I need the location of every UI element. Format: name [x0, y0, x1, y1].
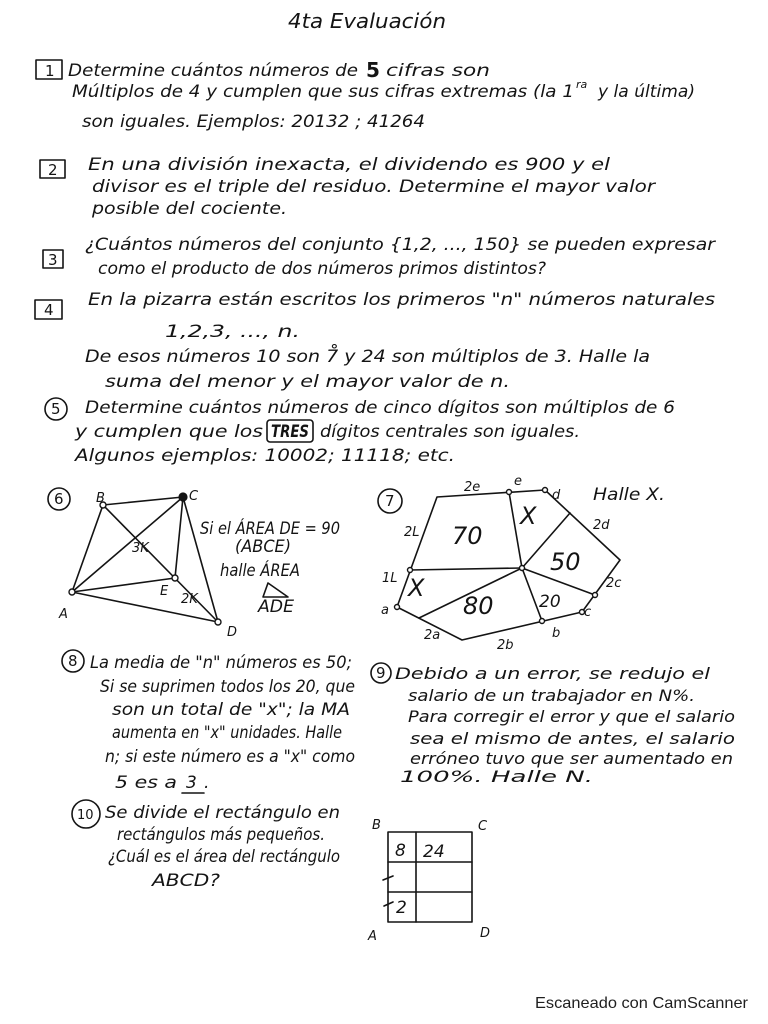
problem-6 [48, 488, 364, 640]
problem-text-line: n; si este número es a "x" como [105, 747, 355, 767]
region-label: 70 [452, 522, 483, 550]
region-label: X [520, 502, 537, 530]
vertex-point-a [69, 589, 75, 595]
problem-text-line: 5 es a [115, 773, 177, 793]
problem-10 [72, 800, 490, 944]
quadrilateral-figure [58, 489, 237, 640]
problem-8 [62, 650, 355, 793]
problem-text-line: ¿Cuántos números del conjunto {1,2, ..., 150} se pueden expresar [85, 235, 717, 255]
problem-text-line: Debido a un error, se redujo el [395, 664, 711, 683]
division-point [507, 490, 512, 495]
division-point [593, 593, 598, 598]
problem-text-line: De esos números 10 son 7̊ y 24 son múltiplos de 3. Halle la [85, 347, 591, 367]
problem-text-line: posible del cociente. [90, 199, 287, 219]
problem-text-line: rectángulos más pequeños. [117, 825, 325, 845]
emphasized-digit: 5 [366, 58, 380, 82]
grid-cell-value: 2 [396, 898, 407, 918]
vertex-point-d [215, 619, 221, 625]
problem-1 [36, 58, 695, 132]
problem-number: 2 [48, 161, 58, 179]
vertex-label-b: B [96, 491, 105, 506]
vertex-label-a: A [368, 929, 377, 944]
problem-text-line: halle ÁREA [220, 561, 313, 581]
side-label: a [381, 603, 389, 618]
problem-text-line: 1,2,3, ..., n. [165, 322, 300, 342]
segment-bc [103, 497, 183, 505]
problem-number: 6 [54, 490, 64, 508]
problem-prompt: Halle X. [593, 485, 665, 505]
vertex-point-c [179, 493, 187, 501]
problem-text-line: Se divide el rectángulo en [105, 803, 340, 823]
problem-text-line: salario de un trabajador en N%. [408, 686, 695, 705]
problem-number: 7 [385, 492, 395, 510]
vertex-point-e [172, 575, 178, 581]
problem-text-line: 100%. Halle N. [400, 767, 593, 786]
problem-number: 9 [376, 664, 386, 682]
superscript: ra [576, 78, 588, 91]
page-title: 4ta Evaluación [288, 9, 446, 33]
grid-cell-value: 8 [395, 841, 406, 861]
problem-text-line: aumenta en "x" unidades. Halle [112, 723, 342, 743]
problem-text-line: Para corregir el error y que el salario [408, 707, 736, 726]
problem-text-line: y la última) [596, 82, 695, 102]
problem-number: 8 [68, 652, 78, 670]
region-label: 80 [463, 592, 494, 620]
problem-number: 10 [77, 808, 94, 823]
problem-text-line: Si se suprimen todos los 20, que [100, 677, 355, 697]
problem-text-line: ADE [256, 597, 295, 617]
problem-text-line: Múltiplos de 4 y cumplen que sus cifras extremas (la 1 [72, 82, 574, 102]
problem-5 [45, 398, 675, 466]
division-point [543, 488, 548, 493]
problem-text-line: divisor es el triple del residuo. Determine el mayor valor [92, 177, 657, 197]
problem-text-line: son un total de "x"; la MA [112, 700, 350, 720]
side-label: 2a [424, 628, 441, 643]
region-label: X [408, 574, 425, 602]
problem-text-line: (ABCE) [235, 537, 291, 557]
problem-3 [43, 235, 716, 279]
vertex-label-b: B [372, 818, 381, 833]
side-label: b [552, 626, 561, 641]
problem-2 [40, 155, 656, 219]
problem-text-line: y cumplen que los [73, 422, 264, 442]
vertex-label-c: C [478, 819, 488, 834]
side-label: 2d [593, 518, 610, 533]
problem-text-line: En una división inexacta, el dividendo es 900 y el [88, 155, 611, 175]
problem-number: 1 [45, 62, 55, 80]
problem-number: 3 [48, 251, 58, 269]
problem-text-line: Algunos ejemplos: 10002; 11118; etc. [73, 446, 456, 466]
problem-text-line: ABCD? [150, 871, 220, 891]
scanner-watermark: Escaneado con CamScanner [535, 995, 749, 1012]
problem-text-line: Determine cuántos números de [68, 61, 358, 81]
side-label: 1L [382, 571, 398, 586]
problem-text-line: sea el mismo de antes, el salario [410, 729, 736, 748]
center-point [520, 566, 525, 571]
vertex-label-d: D [227, 625, 238, 640]
problem-text-line: erróneo tuvo que ser aumentado en [410, 749, 733, 768]
emphasized-word: TRES [271, 422, 309, 442]
problem-text-line: ¿Cuál es el área del rectángulo [108, 847, 340, 867]
rectangle-grid-figure [367, 818, 490, 944]
segment-label-ed: 2K [181, 592, 198, 607]
problem-number: 5 [51, 400, 61, 418]
grid-cell-value: 24 [423, 842, 445, 862]
problem-text-line: son iguales. Ejemplos: 20132 ; 41264 [82, 112, 426, 132]
division-point [408, 568, 413, 573]
side-label: c [584, 605, 592, 620]
problem-text-line: suma del menor y el mayor valor de n. [105, 372, 510, 392]
side-label: 2e [464, 480, 481, 495]
vertex-label-d: D [480, 926, 491, 941]
division-point [540, 619, 545, 624]
vertex-label-a: A [59, 607, 68, 622]
side-label: d [552, 488, 561, 503]
region-label: 20 [539, 592, 561, 612]
problem-7 [378, 474, 665, 653]
vertex-label-e: E [160, 584, 169, 599]
division-point [395, 605, 400, 610]
triangle-symbol [263, 583, 288, 597]
problem-text-line: Determine cuántos números de cinco dígitos son múltiplos de 6 [85, 398, 676, 418]
problem-text-line: como el producto de dos números primos distintos? [98, 259, 546, 279]
side-label: 2c [606, 576, 622, 591]
problem-4 [35, 290, 715, 392]
problem-text-line: cifras son [386, 61, 490, 81]
side-label: e [514, 474, 522, 489]
region-label: 50 [550, 548, 581, 576]
problem-text-line: En la pizarra están escritos los primeros "n" números naturales [88, 290, 716, 310]
problem-9 [371, 663, 735, 786]
partition-line-upper-left [410, 568, 522, 570]
underlined-number: 3 [186, 773, 197, 793]
problem-text-line: La media de "n" números es 50; [90, 653, 352, 673]
side-label: 2L [404, 525, 420, 540]
segment-ce [175, 497, 183, 578]
problem-text-line: Si el ÁREA DE = 90 [200, 519, 364, 539]
segment-label-be: 3K [132, 541, 149, 556]
problem-text-line: dígitos centrales son iguales. [320, 422, 580, 442]
vertex-label-c: C [189, 489, 199, 504]
side-label: 2b [497, 638, 514, 653]
problem-text-line: . [204, 773, 210, 793]
hexagon-figure [381, 474, 621, 653]
problem-number: 4 [44, 301, 54, 319]
